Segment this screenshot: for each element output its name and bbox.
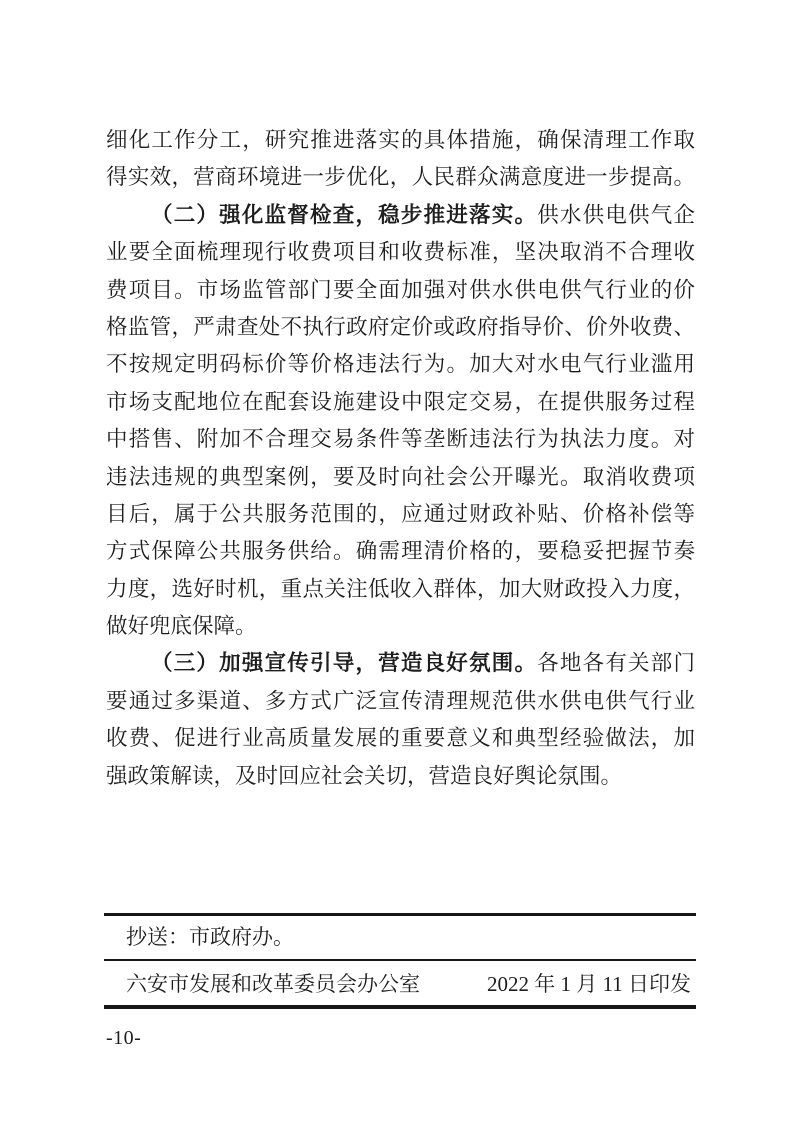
line-text: 业要全面梳理现行收费项目和收费标准，坚决取消不合理收 [106, 240, 695, 265]
document-footer [104, 913, 696, 1009]
body-line [106, 346, 695, 383]
line-text: 不按规定明码标价等价格违法行为。加大对水电气行业滥用 [106, 352, 695, 377]
body-line [106, 384, 695, 421]
body-line [106, 159, 695, 196]
body-line [106, 571, 695, 608]
body-line [106, 645, 695, 682]
line-text: 得实效，营商环境进一步优化，人民群众满意度进一步提高。 [106, 165, 695, 190]
body-line [106, 496, 695, 533]
body-line [106, 272, 695, 309]
issuer-row [104, 961, 696, 1005]
line-text: 方式保障公共服务供给。确需理清价格的，要稳妥把握节奏 [106, 539, 695, 564]
line-text: 格监管，严肃查处不执行政府定价或政府指导价、价外收费、 [106, 314, 695, 339]
print-date: 2022 年 1 月 11 日印发 [487, 972, 691, 996]
cc-row [104, 916, 696, 961]
page-number: -10- [106, 1027, 142, 1049]
cc-text: 抄送：市政府办。 [126, 925, 294, 949]
line-text: 中搭售、附加不合理交易条件等垄断违法行为执法力度。对 [106, 427, 695, 452]
body-line [106, 234, 695, 271]
line-text: 力度，选好时机，重点关注低收入群体，加大财政投入力度， [106, 576, 695, 601]
line-text: 做好兜底保障。 [106, 614, 257, 639]
line-text: 各地各有关部门 [537, 651, 695, 676]
body-line [106, 533, 695, 570]
line-text: 目后，属于公共服务范围的，应通过财政补贴、价格补偿等 [106, 501, 695, 526]
body-line [106, 608, 695, 645]
line-text: 市场支配地位在配套设施建设中限定交易，在提供服务过程 [106, 389, 695, 414]
line-text: 细化工作分工，研究推进落实的具体措施，确保清理工作取 [106, 128, 695, 152]
body-line [106, 309, 695, 346]
document-body [106, 122, 695, 795]
body-line [106, 459, 695, 496]
section-heading-3: （三）加强宣传引导，营造良好氛围。 [151, 651, 538, 676]
body-line [106, 421, 695, 458]
body-line [106, 683, 695, 720]
body-line [106, 197, 695, 234]
line-text: 费项目。市场监管部门要全面加强对供水供电供气行业的价 [106, 277, 695, 302]
body-line [106, 758, 695, 795]
line-text: 供水供电供气企 [537, 202, 695, 227]
line-text: 强政策解读，及时回应社会关切，营造良好舆论氛围。 [106, 763, 623, 788]
body-line [106, 720, 695, 757]
section-heading-2: （二）强化监督检查，稳步推进落实。 [151, 202, 538, 227]
line-text: 收费、促进行业高质量发展的重要意义和典型经验做法，加 [106, 726, 695, 751]
issuer-name: 六安市发展和改革委员会办公室 [126, 972, 420, 996]
line-text: 要通过多渠道、多方式广泛宣传清理规范供水供电供气行业 [106, 688, 695, 713]
line-text: 违法违规的典型案例，要及时向社会公开曝光。取消收费项 [106, 464, 695, 489]
body-line [106, 122, 695, 159]
